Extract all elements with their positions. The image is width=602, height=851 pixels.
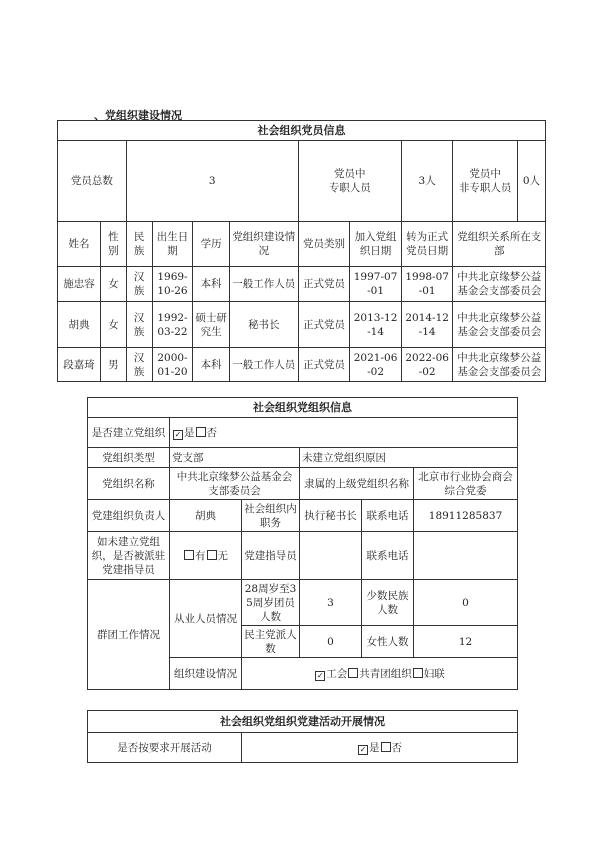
inner-post-value: 执行秘书长: [300, 500, 362, 532]
cell: 汉族: [126, 348, 152, 382]
type-value: 党支部: [170, 448, 300, 468]
header-cell: 民族: [126, 222, 152, 267]
activity-table-title: 社会组织党组织党建活动开展情况: [88, 711, 518, 733]
members-table-title: 社会组织党员信息: [58, 121, 546, 141]
checkbox-icon[interactable]: [207, 550, 217, 560]
instructor-options: [170, 532, 242, 580]
header-cell: 转为正式党员日期: [401, 222, 453, 267]
part-time-label: 党员中 非专职人员: [453, 141, 517, 222]
cell: 本科: [193, 267, 230, 302]
women-option: 妇联: [423, 667, 445, 680]
minority-label: 少数民族人数: [362, 580, 414, 626]
header-cell: 出生日期: [152, 222, 193, 267]
activity-options: [242, 733, 518, 763]
full-time-value: 3人: [401, 141, 453, 222]
cell: 2000-01-20: [152, 348, 193, 382]
checkbox-icon[interactable]: [381, 742, 391, 752]
cell: 段嘉琦: [58, 348, 101, 382]
established-options: [170, 418, 518, 448]
table-row: [58, 348, 546, 382]
cell: 施忠容: [58, 267, 101, 302]
name-value: 中共北京缘梦公益基金会支部委员会: [170, 468, 300, 500]
female-value: 12: [414, 626, 518, 658]
has-option: 有: [195, 549, 206, 562]
header-cell: 性别: [100, 222, 126, 267]
cell: 2021-06-02: [350, 348, 402, 382]
cell: 正式党员: [298, 267, 350, 302]
cell: 汉族: [126, 302, 152, 348]
phone-label: 联系电话: [362, 500, 414, 532]
cell: 正式党员: [298, 348, 350, 382]
header-cell: 党组织关系所在支部: [453, 222, 546, 267]
minority-value: 0: [414, 580, 518, 626]
checkbox-icon[interactable]: [184, 550, 194, 560]
header-cell: 学历: [193, 222, 230, 267]
total-value: 3: [126, 141, 298, 222]
staff-label: 从业人员情况: [170, 580, 242, 658]
female-label: 女性人数: [362, 626, 414, 658]
instructor-phone-value: [414, 532, 518, 580]
instructor-label: 党建指导员: [242, 532, 300, 580]
yes-option: 是: [184, 426, 195, 439]
section-heading: 、党组织建设情况: [94, 109, 182, 122]
no-option: 否: [391, 741, 402, 754]
cell: 1998-07-01: [401, 267, 453, 302]
name-label: 党组织名称: [88, 468, 170, 500]
cell: 1997-07-01: [350, 267, 402, 302]
header-cell: 党员类别: [298, 222, 350, 267]
yes-option: 是: [369, 741, 380, 754]
cell: 2014-12-14: [401, 302, 453, 348]
checked-checkbox-icon[interactable]: ✓: [174, 429, 182, 439]
cell: 2013-12-14: [350, 302, 402, 348]
header-cell: 加入党组织日期: [350, 222, 402, 267]
cell: 中共北京缘梦公益基金会支部委员会: [453, 267, 546, 302]
header-cell: 党组织建设情况: [229, 222, 298, 267]
superior-label: 隶属的上级党组织名称: [300, 468, 414, 500]
instructor-question: 如未建立党组织，是否被派驻党建指导员: [88, 532, 170, 580]
youth-value: 3: [300, 580, 362, 626]
table-row: [58, 302, 546, 348]
cell: 中共北京缘梦公益基金会支部委员会: [453, 348, 546, 382]
cell: 本科: [193, 348, 230, 382]
table-row: [58, 267, 546, 302]
checkbox-icon[interactable]: [348, 668, 358, 678]
youth-label: 28周岁至35周岁团员人数: [242, 580, 300, 626]
members-table: [57, 120, 546, 382]
cell: 2022-06-02: [401, 348, 453, 382]
cell: 男: [100, 348, 126, 382]
cell: 胡典: [58, 302, 101, 348]
group-work-label: 群团工作情况: [88, 580, 170, 690]
inner-post-label: 社会组织内职务: [242, 500, 300, 532]
checked-checkbox-icon[interactable]: ✓: [316, 670, 324, 680]
cell: 女: [100, 267, 126, 302]
cell: 硕士研究生: [193, 302, 230, 348]
checkbox-icon[interactable]: [413, 668, 423, 678]
superior-value: 北京市行业协会商会综合党委: [414, 468, 518, 500]
phone-value: 18911285837: [414, 500, 518, 532]
checked-checkbox-icon[interactable]: ✓: [359, 744, 367, 754]
header-cell: 姓名: [58, 222, 101, 267]
established-label: 是否建立党组织: [88, 418, 170, 448]
cell: 正式党员: [298, 302, 350, 348]
cell: 汉族: [126, 267, 152, 302]
activity-table: [87, 710, 518, 763]
members-header-row: [58, 222, 546, 267]
org-table-title: 社会组织党组织信息: [88, 398, 518, 418]
instructor-phone-label: 联系电话: [362, 532, 414, 580]
activity-question: 是否按要求开展活动: [88, 733, 242, 763]
part-time-value: 0人: [517, 141, 545, 222]
total-label: 党员总数: [58, 141, 127, 222]
leader-label: 党建组织负责人: [88, 500, 170, 532]
none-option: 无: [217, 549, 228, 562]
org-build-label: 组织建设情况: [170, 658, 242, 690]
instructor-value: [300, 532, 362, 580]
not-established-reason-label: 未建立党组织原因: [300, 448, 518, 468]
cell: 1969-10-26: [152, 267, 193, 302]
cell: 一般工作人员: [229, 267, 298, 302]
cell: 秘书长: [229, 302, 298, 348]
cell: 女: [100, 302, 126, 348]
no-option: 否: [206, 426, 217, 439]
cell: 中共北京缘梦公益基金会支部委员会: [453, 302, 546, 348]
cell: 1992-03-22: [152, 302, 193, 348]
democratic-label: 民主党派人数: [242, 626, 300, 658]
leader-value: 胡典: [170, 500, 242, 532]
democratic-value: 0: [300, 626, 362, 658]
youth-league-option: 共青团组织: [359, 667, 412, 680]
org-build-options: [242, 658, 518, 690]
full-time-label: 党员中 专职人员: [298, 141, 401, 222]
type-label: 党组织类型: [88, 448, 170, 468]
cell: 一般工作人员: [229, 348, 298, 382]
union-option: 工会: [326, 667, 348, 680]
checkbox-icon[interactable]: [196, 427, 206, 437]
org-table: [87, 397, 518, 690]
